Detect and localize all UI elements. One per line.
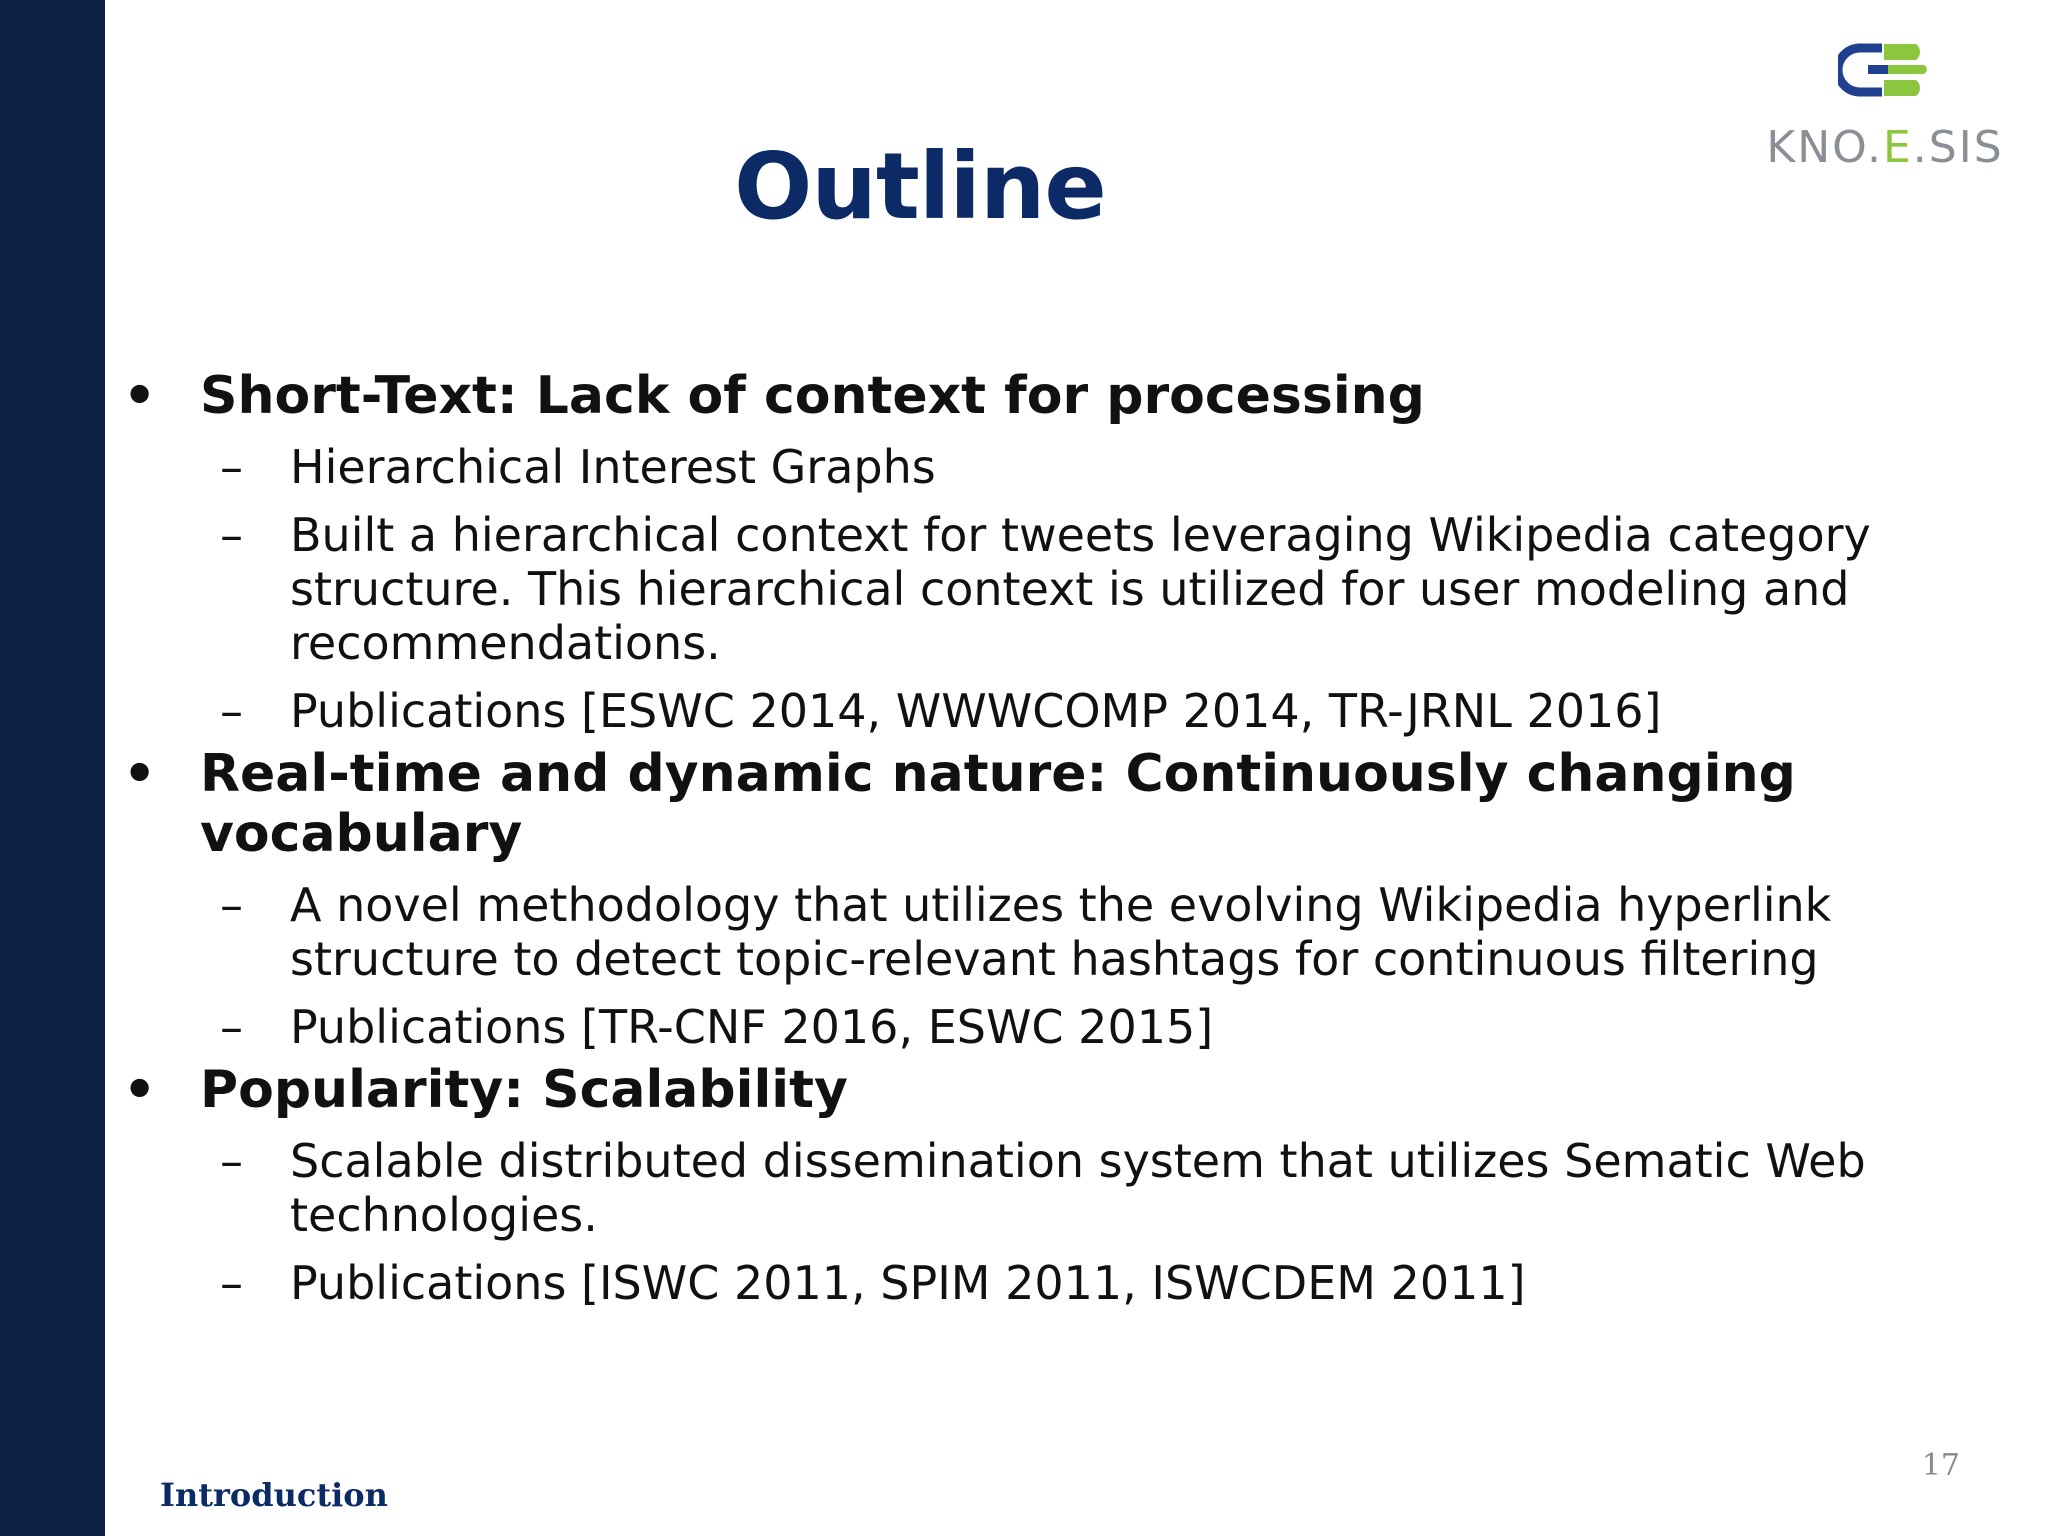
bullet-short-text [120, 366, 1940, 426]
slide-title: Outline [734, 133, 1106, 240]
sub-item [120, 684, 1940, 738]
bullet-dot-icon: • [123, 1060, 157, 1120]
bullet-dot-icon: • [123, 744, 157, 804]
dash-icon: – [220, 1256, 243, 1310]
bullet-text: Real-time and dynamic nature: Continuously changing vocabulary [200, 744, 1796, 864]
sub-item-text: Publications [TR-CNF 2016, ESWC 2015] [290, 1000, 1214, 1054]
sub-item-text: Built a hierarchical context for tweets leveraging Wikipedia category structure. This hierarchical context is utilized for user modeling and recommendations. [290, 508, 1871, 670]
knoesis-logo [1750, 38, 2020, 178]
sub-item-text: Scalable distributed dissemination system that utilizes Sematic Web technologies. [290, 1134, 1866, 1242]
dash-icon: – [220, 1134, 243, 1188]
dash-icon: – [220, 440, 243, 494]
dash-icon: – [220, 684, 243, 738]
sub-item-text: Publications [ISWC 2011, SPIM 2011, ISWCDEM 2011] [290, 1256, 1526, 1310]
dash-icon: – [220, 1000, 243, 1054]
bullet-popularity [120, 1060, 1940, 1120]
footer-section-label: Introduction [160, 1476, 388, 1514]
sub-item [120, 508, 1940, 670]
logo-wordmark: KNO.E.SIS [1766, 122, 2004, 173]
sub-item-text: Hierarchical Interest Graphs [290, 440, 936, 494]
sub-item-text: Publications [ESWC 2014, WWWCOMP 2014, TR-JRNL 2016] [290, 684, 1662, 738]
knoesis-e-icon [1838, 42, 1934, 98]
sub-item-text: A novel methodology that utilizes the evolving Wikipedia hyperlink structure to detect topic-relevant hashtags for continuous filtering [290, 878, 1832, 986]
sub-item [120, 1134, 1940, 1242]
dash-icon: – [220, 878, 243, 932]
bullet-real-time [120, 744, 1940, 864]
left-sidebar-band [0, 0, 105, 1536]
bullet-text: Popularity: Scalability [200, 1060, 848, 1120]
sub-item [120, 1256, 1940, 1310]
dash-icon: – [220, 508, 243, 562]
bullet-text: Short-Text: Lack of context for processing [200, 366, 1425, 426]
sub-item [120, 1000, 1940, 1054]
sub-item [120, 878, 1940, 986]
bullet-dot-icon: • [123, 366, 157, 426]
outline-content [120, 360, 1940, 1310]
page-number: 17 [1921, 1448, 1960, 1483]
sub-item [120, 440, 1940, 494]
